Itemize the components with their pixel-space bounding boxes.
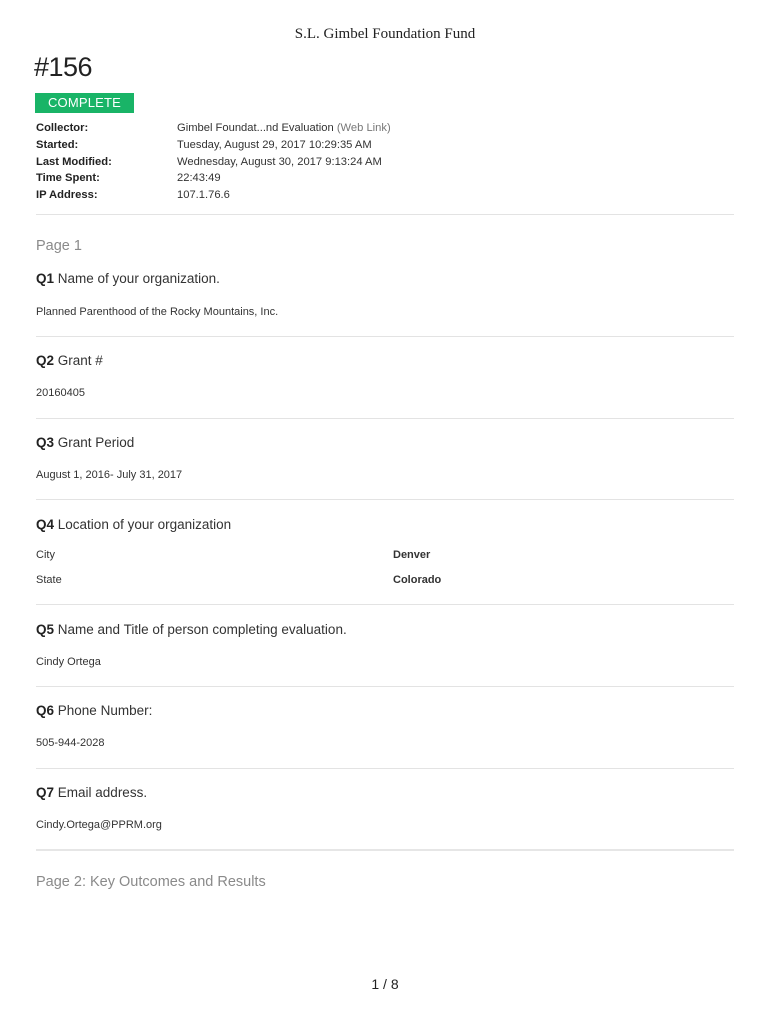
question-number: Q4 <box>36 517 55 532</box>
question-text: Grant Period <box>57 435 135 450</box>
divider <box>36 768 734 769</box>
meta-value <box>177 120 391 137</box>
page-1-heading: Page 1 <box>36 238 82 254</box>
divider <box>36 336 734 337</box>
answer-q2: 20160405 <box>36 387 85 399</box>
divider <box>36 604 734 605</box>
question-text: Location of your organization <box>57 517 232 532</box>
divider <box>36 214 734 215</box>
meta-collector <box>36 120 736 137</box>
divider <box>36 499 734 500</box>
question-number: Q1 <box>36 271 55 286</box>
meta-label: Last Modified: <box>36 155 112 168</box>
answer-q3: August 1, 2016- July 31, 2017 <box>36 469 183 481</box>
answer-q1: Planned Parenthood of the Rocky Mountains, Inc. <box>36 306 279 318</box>
meta-label: Time Spent: <box>36 172 100 185</box>
field-value-city: Denver <box>393 549 431 561</box>
divider <box>36 418 734 419</box>
question-q6 <box>36 703 152 718</box>
field-label-city: City <box>36 549 55 561</box>
meta-label: Started: <box>36 138 79 151</box>
collector-type: (Web Link) <box>336 122 391 134</box>
page-divider <box>36 849 734 851</box>
meta-time-spent <box>36 170 736 187</box>
meta-label: IP Address: <box>36 189 98 202</box>
question-number: Q7 <box>36 785 55 800</box>
meta-label: Collector: <box>36 122 89 134</box>
question-text: Phone Number: <box>57 703 153 718</box>
response-id: #156 <box>34 52 93 82</box>
answer-q7: Cindy.Ortega@PPRM.org <box>36 819 162 831</box>
question-q4 <box>36 517 231 532</box>
question-text: Grant # <box>57 353 103 368</box>
meta-value: Wednesday, August 30, 2017 9:13:24 AM <box>177 155 382 168</box>
question-q5 <box>36 622 347 637</box>
question-text: Email address. <box>57 785 148 800</box>
status-badge: COMPLETE <box>35 93 134 113</box>
meta-ip-address <box>36 187 736 204</box>
answer-q6: 505-944-2028 <box>36 737 105 749</box>
page-number: 1 / 8 <box>371 976 399 992</box>
document-title: S.L. Gimbel Foundation Fund <box>294 26 476 42</box>
meta-started <box>36 137 736 154</box>
question-q3 <box>36 435 134 450</box>
collector-name: Gimbel Foundat...nd Evaluation <box>177 122 334 134</box>
meta-last-modified <box>36 154 736 171</box>
question-text: Name of your organization. <box>57 271 220 286</box>
question-number: Q5 <box>36 622 55 637</box>
question-number: Q2 <box>36 353 55 368</box>
meta-value: Tuesday, August 29, 2017 10:29:35 AM <box>177 138 372 151</box>
question-q1 <box>36 271 220 286</box>
answer-q5: Cindy Ortega <box>36 656 101 668</box>
page-2-heading: Page 2: Key Outcomes and Results <box>36 874 266 890</box>
divider <box>36 686 734 687</box>
question-number: Q3 <box>36 435 55 450</box>
question-text: Name and Title of person completing evaluation. <box>57 622 347 637</box>
question-q2 <box>36 353 103 368</box>
field-label-state: State <box>36 574 62 586</box>
question-number: Q6 <box>36 703 55 718</box>
field-value-state: Colorado <box>393 574 442 586</box>
question-q7 <box>36 785 147 800</box>
response-metadata <box>36 120 736 204</box>
meta-value: 107.1.76.6 <box>177 189 230 202</box>
meta-value: 22:43:49 <box>177 172 221 185</box>
